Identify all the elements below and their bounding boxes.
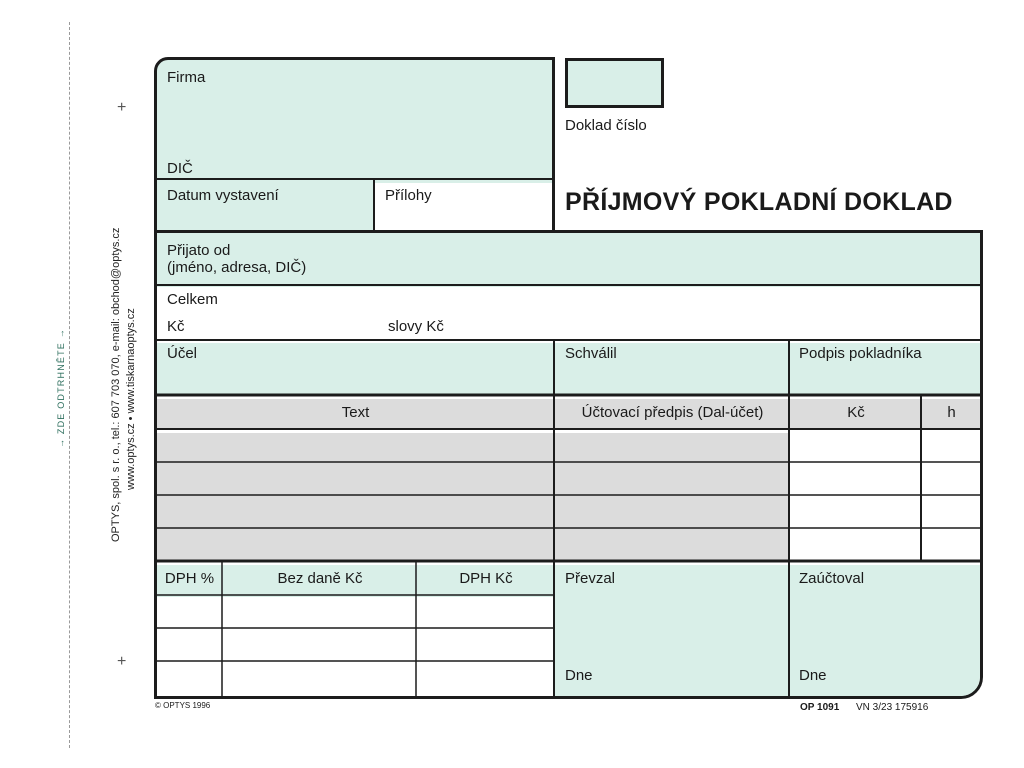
registration-mark-top: + [117,99,127,116]
registration-mark-bottom: + [117,653,127,670]
doklad-cislo-label: Doklad číslo [565,117,647,134]
prevzal-label: Převzal [565,570,616,587]
prevzal-dne-label: Dne [565,667,593,684]
zauctoval-label: Zaúčtoval [799,570,865,587]
prijato-od-label: Přijato od [167,242,231,259]
podpis-pokladnika-label: Podpis pokladníka [799,345,922,362]
col-header-kc: Kč [847,404,865,421]
form-version: VN 3/23 175916 [856,702,929,713]
prilohy-label: Přílohy [385,187,432,204]
col-header-uctovaci-predpis: Účtovací předpis (Dal-účet) [581,404,764,421]
document-title: PŘÍJMOVÝ POKLADNÍ DOKLAD [565,188,953,216]
tear-off-label: → ZDE ODTRHNĚTE → [56,328,66,448]
ucel-label: Účel [167,345,198,362]
celkem-label: Celkem [167,291,218,308]
zauctoval-dne-label: Dne [799,667,827,684]
vat-header-dph-pct: DPH % [164,570,215,587]
col-header-h: h [947,404,956,421]
publisher-info: OPTYS, spol. s r. o., tel.: 607 703 070, e-mail: obchod@optys.cz [110,227,122,542]
publisher-web: www.optys.cz • www.tiskarnaoptys.cz [125,308,137,490]
prijato-od-sublabel: (jméno, adresa, DIČ) [167,259,307,276]
copyright: © OPTYS 1996 [155,701,211,710]
slovy-kc-label: slovy Kč [388,318,444,335]
kc-label: Kč [167,318,185,335]
form-code: OP 1091 [800,702,840,713]
col-header-text: Text [341,404,370,421]
dic-label: DIČ [167,160,193,177]
firma-label: Firma [167,69,206,86]
schvalil-label: Schválil [565,345,617,362]
datum-label: Datum vystavení [167,187,279,204]
vat-header-dph-kc: DPH Kč [459,570,513,587]
vat-header-bez-dane: Bez daně Kč [277,570,363,587]
